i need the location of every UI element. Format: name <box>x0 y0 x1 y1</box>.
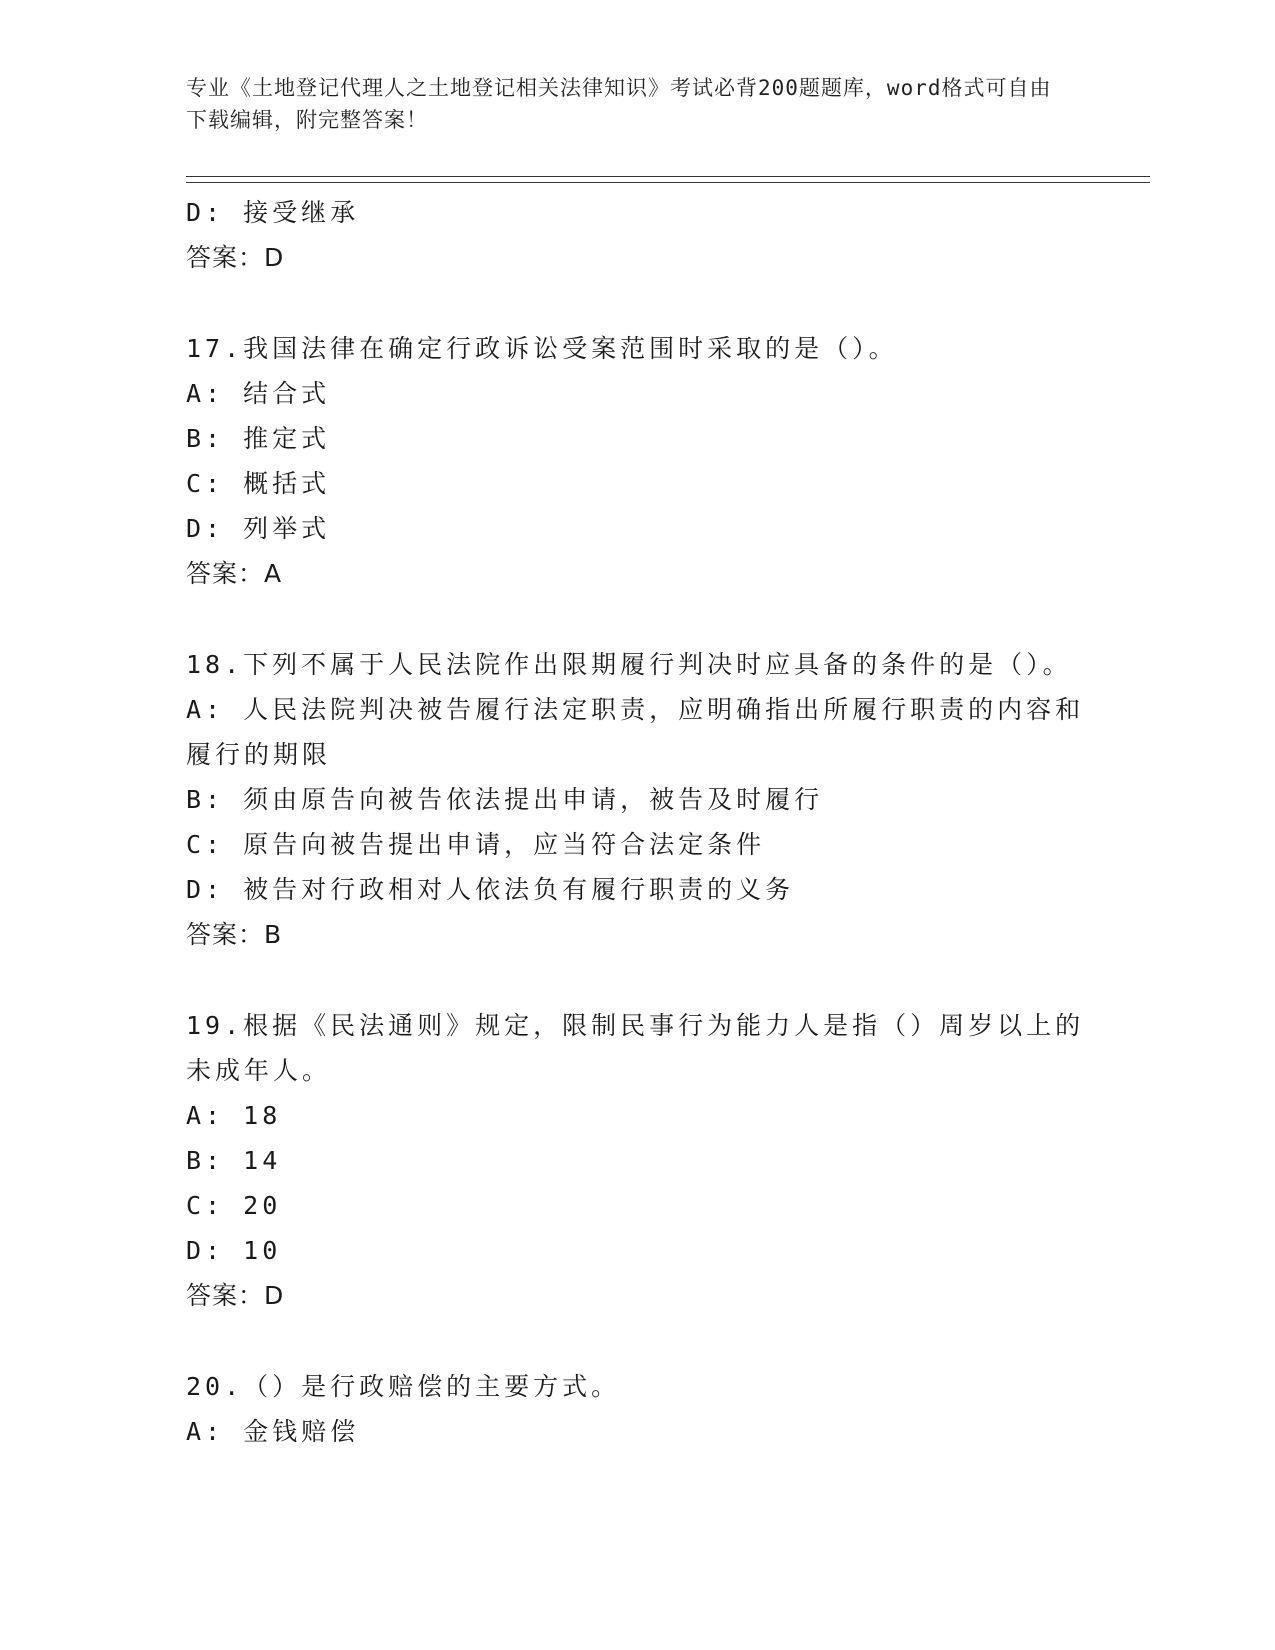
question-block-17 <box>186 326 1086 596</box>
option-d: D: 列举式 <box>186 514 331 543</box>
question-block-19 <box>186 1003 1086 1318</box>
option-c: C: 原告向被告提出申请，应当符合法定条件 <box>186 830 766 859</box>
option-d: D: 被告对行政相对人依法负有履行职责的义务 <box>186 875 795 904</box>
option-b: B: 须由原告向被告依法提出申请，被告及时履行 <box>186 785 824 814</box>
question-block-18 <box>186 642 1086 957</box>
option-b: B: 14 <box>186 1146 282 1175</box>
question-text: 17.我国法律在确定行政诉讼受案范围时采取的是（）。 <box>186 334 898 363</box>
option-d: D: 10 <box>186 1236 282 1265</box>
option-a: A: 人民法院判决被告履行法定职责，应明确指出所履行职责的内容和履行的期限 <box>186 695 1085 769</box>
option-a: A: 金钱赔偿 <box>186 1417 360 1446</box>
option-a: A: 结合式 <box>186 379 331 408</box>
header-divider-top <box>186 176 1150 177</box>
answer-label: 答案：D <box>186 243 285 272</box>
answer-label: 答案：B <box>186 920 283 949</box>
question-block-20 <box>186 1364 1086 1454</box>
question-text: 19.根据《民法通则》规定，限制民事行为能力人是指（）周岁以上的未成年人。 <box>186 1011 1085 1085</box>
question-list <box>186 190 1086 1454</box>
document-header: 专业《土地登记代理人之土地登记相关法律知识》考试必背200题题库，word格式可自由下载编辑，附完整答案！ <box>186 76 1052 132</box>
option-c: C: 20 <box>186 1191 282 1220</box>
header-divider-bottom <box>186 182 1150 183</box>
question-text: 20.（）是行政赔偿的主要方式。 <box>186 1372 621 1401</box>
question-block-16 <box>186 190 1086 280</box>
option-b: B: 推定式 <box>186 424 331 453</box>
question-text: 18.下列不属于人民法院作出限期履行判决时应具备的条件的是（）。 <box>186 650 1072 679</box>
option-d: D: 接受继承 <box>186 198 360 227</box>
answer-label: 答案：D <box>186 1281 285 1310</box>
option-c: C: 概括式 <box>186 469 331 498</box>
option-a: A: 18 <box>186 1101 282 1130</box>
answer-label: 答案：A <box>186 559 283 588</box>
